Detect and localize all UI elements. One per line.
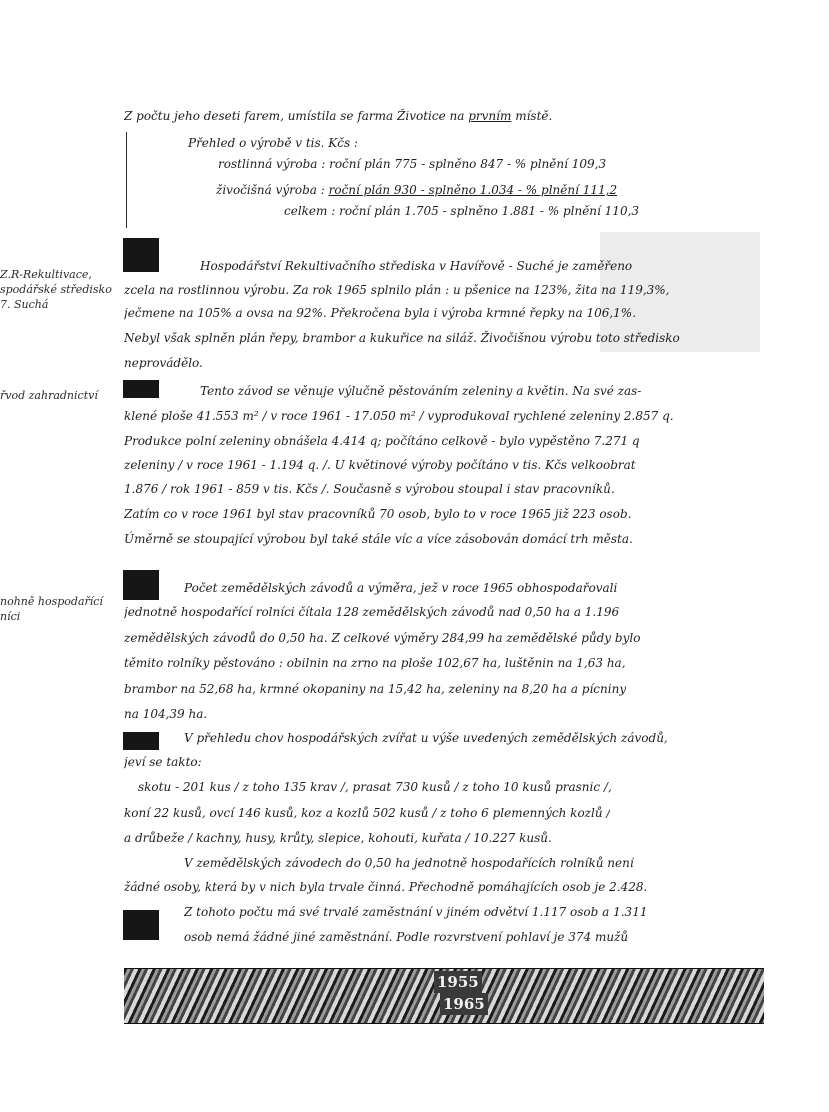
rekultivace-line: zcela na rostlinnou výrobu. Za rok 1965 splnilo plán : u pšenice na 123%, žita na 119,3%, (124, 283, 670, 297)
chov-line: a drůbeže / kachny, husy, krůty, slepice, kohouti, kuřata / 10.227 kusů. (124, 831, 552, 845)
footer-year-badge-bottom (440, 993, 488, 1015)
rekultivace-line: ječmene na 105% a ovsa na 92%. Překročena byla i výroba krmné řepky na 106,1%. (124, 306, 637, 320)
footer-year-bottom: 1965 (443, 995, 485, 1013)
paragraph-marker (123, 910, 159, 940)
margin-note-rolnici-1: nohně hospodařící (0, 595, 103, 608)
zahradnictvi-line: klené ploše 41.553 m² / v roce 1961 - 17.050 m² / vyprodukoval rychlené zeleniny 2.857 q. (124, 409, 674, 423)
paragraph-marker (123, 380, 159, 398)
overview-title: Přehled o výrobě v tis. Kčs : (188, 136, 358, 150)
zahradnictvi-line: Tento závod se věnuje výlučně pěstováním zeleniny a květin. Na své zas- (200, 384, 642, 398)
margin-note-rekultivace-1: Z.R-Rekultivace, (0, 268, 92, 281)
rekultivace-line: Nebyl však splněn plán řepy, brambor a kukuřice na siláž. Živočišnou výrobu toto středisko (124, 331, 680, 345)
rolnici-line: brambor na 52,68 ha, krmné okopaniny na 15,42 ha, zeleniny na 8,20 ha a pícniny (124, 682, 627, 696)
intro-text-pre: Z počtu jeho deseti farem, umístila se farma Životice na (124, 109, 465, 123)
rekultivace-line: neprovádělo. (124, 356, 203, 370)
production-value: roční plán 1.705 - splněno 1.881 - % plnění 110,3 (339, 204, 640, 218)
zahradnictvi-line: zeleniny / v roce 1961 - 1.194 q. /. U květinové výroby počítáno v tis. Kčs velkoobrat (124, 458, 636, 472)
intro-line (124, 108, 552, 124)
osoby-line: osob nemá žádné jiné zaměstnání. Podle rozvrstvení pohlaví je 374 mužů (184, 930, 629, 944)
rolnici-line: Počet zemědělských závodů a výměra, jež v roce 1965 obhospodařovali (184, 581, 618, 595)
paragraph-marker (123, 570, 159, 600)
footer-year-top: 1955 (437, 973, 479, 991)
production-row-zivocisna: živočišná výroba : roční plán 930 - splněno 1.034 - % plnění 111,2 (216, 183, 618, 197)
zahradnictvi-line: Zatím co v roce 1961 byl stav pracovníků 70 osob, bylo to v roce 1965 již 223 osob. (124, 507, 632, 521)
paragraph-marker (123, 238, 159, 272)
chov-line: koní 22 kusů, ovcí 146 kusů, koz a kozlů 502 kusů / z toho 6 plemenných kozlů / (124, 806, 611, 820)
production-value: roční plán 930 - splněno 1.034 - % plnění 111,2 (328, 183, 618, 197)
rolnici-line: zemědělských závodů do 0,50 ha. Z celkové výměry 284,99 ha zemědělské půdy bylo (124, 631, 641, 645)
production-label: živočišná výroba (216, 183, 317, 197)
rolnici-line: těmito rolníky pěstováno : obilnin na zrno na ploše 102,67 ha, luštěnin na 1,63 ha, (124, 656, 626, 670)
rolnici-line: na 104,39 ha. (124, 707, 208, 721)
production-row-rostlinna: rostlinná výroba : roční plán 775 - splněno 847 - % plnění 109,3 (218, 157, 607, 171)
production-label: rostlinná výroba (218, 157, 318, 171)
osoby-line: V zemědělských závodech do 0,50 ha jednotně hospodařících rolníků není (184, 856, 634, 870)
margin-note-zahradnictvi: řvod zahradnictví (0, 389, 98, 402)
rekultivace-line: Hospodářství Rekultivačního střediska v Havířově - Suché je zaměřeno (200, 259, 633, 273)
rolnici-line: jednotně hospodařící rolníci čítala 128 zemědělských závodů nad 0,50 ha a 1.196 (124, 605, 620, 619)
overview-bracket (126, 132, 127, 228)
zahradnictvi-line: 1.876 / rok 1961 - 859 v tis. Kčs /. Současně s výrobou stoupal i stav pracovníků. (124, 482, 615, 496)
chov-line: jeví se takto: (124, 755, 202, 769)
production-value: roční plán 775 - splněno 847 - % plnění 109,3 (329, 157, 607, 171)
footer-year-badge (434, 971, 482, 993)
production-row-celkem: celkem : roční plán 1.705 - splněno 1.881 - % plnění 110,3 (284, 204, 640, 218)
zahradnictvi-line: Úměrně se stoupající výrobou byl také stále víc a více zásobován domácí trh města. (124, 532, 633, 546)
zahradnictvi-line: Produkce polní zeleniny obnášela 4.414 q; počítáno celkově - bylo vypěstěno 7.271 q (124, 434, 640, 448)
chov-line: V přehledu chov hospodářských zvířat u výše uvedených zemědělských závodů, (184, 731, 668, 745)
margin-note-rolnici-2: níci (0, 610, 21, 623)
osoby-line: žádné osoby, která by v nich byla trvale činná. Přechodně pomáhajících osob je 2.428. (124, 880, 648, 894)
footer-decorative-strip (124, 968, 764, 1024)
intro-text-post: místě. (515, 109, 553, 123)
margin-note-rekultivace-2: spodářské středisko (0, 283, 112, 296)
chov-line: skotu - 201 kus / z toho 135 krav /, prasat 730 kusů / z toho 10 kusů prasnic /, (138, 780, 612, 794)
intro-text-underlined: prvním (468, 109, 512, 123)
paragraph-marker (123, 732, 159, 750)
osoby-line: Z tohoto počtu má své trvalé zaměstnání v jiném odvětví 1.117 osob a 1.311 (184, 905, 648, 919)
production-label: celkem (284, 204, 328, 218)
margin-note-rekultivace-3: 7. Suchá (0, 298, 49, 311)
